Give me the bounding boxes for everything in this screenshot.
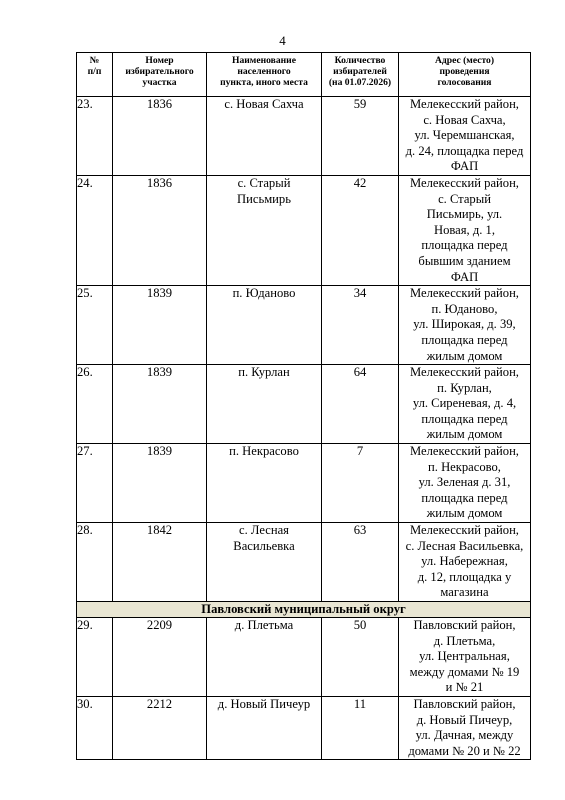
- settlement-name: [207, 618, 322, 697]
- voting-address-line: ул. Сиреневая, д. 4,: [412, 396, 517, 411]
- voting-address-line: Новая, д. 1,: [433, 222, 495, 237]
- precinct-number: 1842: [113, 523, 207, 602]
- voting-address-line: ул. Центральная,: [419, 649, 510, 664]
- voting-address-line: Мелекесский район,: [410, 286, 519, 301]
- settlement-name: [207, 523, 322, 602]
- table-row: [77, 97, 531, 176]
- row-number: 23.: [77, 97, 113, 176]
- settlement-name-line: д. Плетьма: [234, 618, 294, 632]
- row-number: 27.: [77, 444, 113, 523]
- header-address: Адрес (место) проведения голосования: [399, 53, 531, 97]
- voting-address-line: ул. Черемшанская,: [414, 128, 515, 143]
- voting-address-line: Мелекесский район,: [410, 444, 519, 459]
- header-number: № п/п: [77, 53, 113, 97]
- row-number: 24.: [77, 175, 113, 285]
- voting-address-line: площадка перед: [421, 490, 508, 505]
- voting-address-line: между домами № 19: [409, 664, 520, 679]
- precinct-number: 1839: [113, 286, 207, 365]
- voting-address-line: с. Лесная Васильевка,: [405, 538, 524, 553]
- voter-count: 11: [322, 696, 399, 759]
- voting-address-line: жилым домом: [426, 506, 503, 521]
- voting-address-line: ул. Набережная,: [421, 554, 508, 569]
- section-row: [77, 602, 531, 618]
- voter-count: 42: [322, 175, 399, 285]
- table-header-row: [77, 53, 531, 97]
- table-row: [77, 696, 531, 759]
- voting-address-line: д. Новый Пичеур,: [416, 712, 513, 727]
- voting-address-line: Мелекесский район,: [410, 523, 519, 538]
- voting-address: [399, 97, 531, 176]
- voting-address-line: с. Старый: [438, 191, 491, 206]
- settlement-name-line: п. Некрасово: [229, 444, 299, 459]
- voter-count: 34: [322, 286, 399, 365]
- settlement-name-line: с. Лесная: [239, 523, 289, 538]
- settlement-name: [207, 444, 322, 523]
- table-row: [77, 523, 531, 602]
- voting-address-line: ул. Широкая, д. 39,: [413, 317, 516, 332]
- row-number: 28.: [77, 523, 113, 602]
- table-row: [77, 286, 531, 365]
- row-number: 30.: [77, 696, 113, 759]
- precinct-number: 1836: [113, 175, 207, 285]
- voting-address-line: ул. Зеленая д. 31,: [418, 475, 511, 490]
- voting-address: [399, 523, 531, 602]
- precinct-number: 1836: [113, 97, 207, 176]
- table-row: [77, 175, 531, 285]
- voting-address-line: п. Некрасово,: [428, 459, 501, 474]
- polling-stations-table: [76, 52, 531, 760]
- voter-count: 59: [322, 97, 399, 176]
- voting-address-line: д. Плетьма,: [433, 633, 496, 648]
- voting-address-line: магазина: [440, 585, 489, 600]
- voting-address-line: ул. Дачная, между: [415, 728, 514, 743]
- table-body-melekess: [77, 97, 531, 602]
- voting-address-line: домами № 20 и № 22: [408, 743, 521, 758]
- row-number: 29.: [77, 618, 113, 697]
- table-row: [77, 618, 531, 697]
- table-row: [77, 444, 531, 523]
- settlement-name: [207, 175, 322, 285]
- voting-address-line: Павловский район,: [413, 618, 516, 632]
- voter-count: 63: [322, 523, 399, 602]
- voting-address-line: ФАП: [450, 159, 479, 174]
- section-title: Павловский муниципальный округ: [77, 602, 531, 618]
- settlement-name-line: с. Старый: [237, 175, 291, 190]
- voting-address: [399, 696, 531, 759]
- voter-count: 7: [322, 444, 399, 523]
- voting-address-line: Павловский район,: [413, 696, 516, 711]
- settlement-name: [207, 286, 322, 365]
- settlement-name-line: д. Новый Пичеур: [217, 696, 311, 711]
- row-number: 26.: [77, 365, 113, 444]
- voting-address-line: Мелекесский район,: [410, 97, 519, 111]
- header-voter-count: Количество избирателей (на 01.07.2026): [322, 53, 399, 97]
- precinct-number: 1839: [113, 365, 207, 444]
- voting-address-line: п. Юданово,: [431, 301, 498, 316]
- header-settlement-name: Наименование населенного пункта, иного места: [207, 53, 322, 97]
- voting-address-line: ФАП: [450, 269, 479, 284]
- precinct-number: 1839: [113, 444, 207, 523]
- voting-address: [399, 286, 531, 365]
- table-row: [77, 365, 531, 444]
- voting-address-line: с. Новая Сахча,: [423, 112, 506, 127]
- voter-count: 50: [322, 618, 399, 697]
- page-number: 4: [279, 33, 286, 48]
- voting-address-line: д. 24, площадка перед: [405, 143, 524, 158]
- table-body-pavlovsk: [77, 618, 531, 760]
- voting-address-line: площадка перед: [421, 332, 508, 347]
- voting-address-line: Мелекесский район,: [410, 175, 519, 190]
- voting-address-line: и № 21: [445, 680, 484, 695]
- row-number: 25.: [77, 286, 113, 365]
- voting-address: [399, 175, 531, 285]
- settlement-name: [207, 97, 322, 176]
- settlement-name: [207, 696, 322, 759]
- voting-address-line: Письмирь, ул.: [426, 207, 503, 222]
- settlement-name-line: п. Юданово: [232, 286, 296, 301]
- settlement-name-line: п. Курлан: [238, 365, 290, 380]
- voting-address-line: бывшим зданием: [418, 253, 511, 268]
- settlement-name-line: с. Новая Сахча: [224, 97, 304, 111]
- voting-address-line: жилым домом: [426, 427, 503, 442]
- voting-address-line: площадка перед: [421, 238, 508, 253]
- header-precinct-number: Номер избирательного участка: [113, 53, 207, 97]
- precinct-number: 2212: [113, 696, 207, 759]
- voting-address: [399, 365, 531, 444]
- voting-address: [399, 618, 531, 697]
- voting-address-line: п. Курлан,: [437, 380, 492, 395]
- settlement-name-line: Васильевка: [233, 538, 295, 553]
- voter-count: 64: [322, 365, 399, 444]
- settlement-name: [207, 365, 322, 444]
- voting-address-line: жилым домом: [426, 348, 503, 363]
- voting-address-line: д. 12, площадка у: [417, 569, 512, 584]
- voting-address-line: Мелекесский район,: [410, 365, 519, 380]
- voting-address-line: площадка перед: [421, 411, 508, 426]
- settlement-name-line: Письмирь: [237, 191, 291, 206]
- precinct-number: 2209: [113, 618, 207, 697]
- voting-address: [399, 444, 531, 523]
